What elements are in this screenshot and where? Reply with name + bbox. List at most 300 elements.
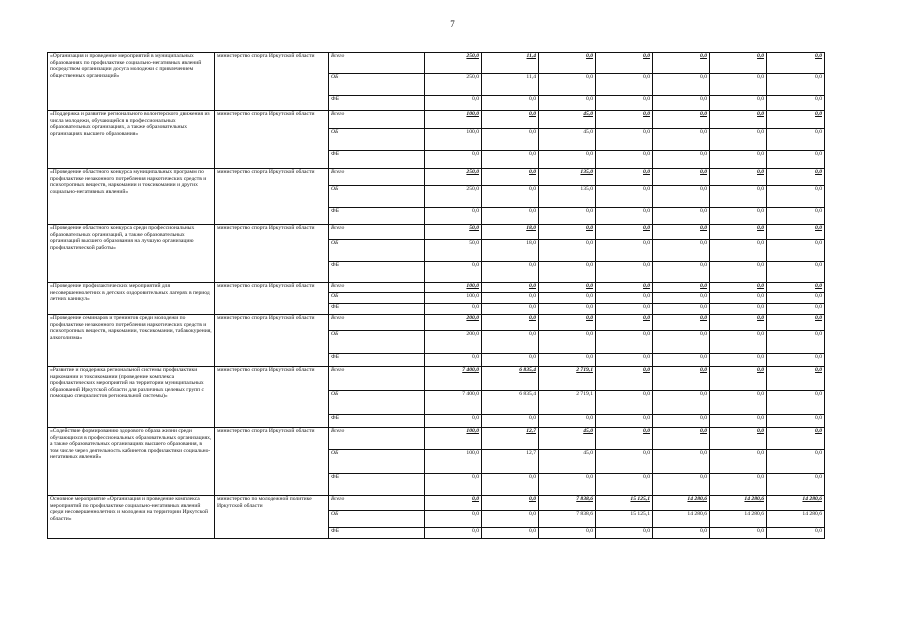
funding-cell [482,151,539,169]
funding-value: 0,0 [815,315,822,321]
funding-value: 0,0 [529,304,536,310]
funding-cell [653,428,710,450]
funding-value: 0,0 [529,169,536,175]
funding-value: 0,0 [529,528,536,534]
funding-value: 0,0 [700,293,707,299]
funding-cell [653,511,710,528]
funding-cell [596,262,653,283]
funding-cell [710,169,767,186]
funding-value: 0,0 [757,186,764,192]
funding-cell [482,283,539,293]
funding-cell [539,240,596,262]
funding-value: 0,0 [643,293,650,299]
funding-cell [653,96,710,111]
funding-cell [767,331,825,354]
funding-cell [767,304,825,315]
funding-cell [482,186,539,208]
funding-value: 14 280,6 [687,511,707,517]
funding-value: 0,0 [529,331,536,337]
funding-source-label: ОБ [329,511,425,528]
funding-value: 0,0 [757,450,764,456]
funding-source-label: ОБ [329,186,425,208]
funding-value: 0,0 [529,111,536,117]
funding-value: 0,0 [700,367,707,373]
funding-cell [425,511,482,528]
funding-cell [653,129,710,151]
funding-cell [425,450,482,474]
funding-cell [653,225,710,240]
funding-cell [482,496,539,511]
activity-executor: министерство спорта Иркутской области [215,315,329,367]
table-row [48,367,825,391]
funding-value: 0,0 [815,293,822,299]
funding-cell [767,240,825,262]
funding-value: 0,0 [529,293,536,299]
funding-cell [425,283,482,293]
funding-cell [596,129,653,151]
funding-cell [767,96,825,111]
funding-cell [482,367,539,391]
funding-value: 0,0 [586,315,593,321]
funding-value: 200,0 [466,315,479,321]
funding-value: 0,0 [815,169,822,175]
funding-value: 0,0 [815,225,822,231]
funding-cell [596,186,653,208]
funding-source-label: Всего [329,169,425,186]
funding-value: 0,0 [757,428,764,434]
funding-value: 0,0 [529,415,536,421]
funding-cell [539,391,596,415]
funding-cell [653,367,710,391]
funding-value: 0,0 [757,53,764,59]
funding-value: 0,0 [472,208,479,214]
funding-source-label: ФБ [329,262,425,283]
funding-source-label: ОБ [329,240,425,262]
funding-cell [653,331,710,354]
funding-cell [425,169,482,186]
funding-cell [710,415,767,428]
funding-value: 0,0 [643,354,650,360]
table-row [48,53,825,74]
table-row [48,315,825,331]
funding-cell [767,208,825,225]
funding-source-label: Всего [329,315,425,331]
funding-cell [482,262,539,283]
activity-executor: министерство спорта Иркутской области [215,367,329,428]
funding-value: 0,0 [643,129,650,135]
funding-cell [767,450,825,474]
funding-cell [596,111,653,129]
funding-cell [539,528,596,539]
funding-cell [596,304,653,315]
funding-value: 0,0 [757,262,764,268]
funding-cell [482,111,539,129]
funding-cell [767,528,825,539]
funding-value: 0,0 [586,96,593,102]
funding-value: 0,0 [757,304,764,310]
funding-cell [767,496,825,511]
funding-value: 0,0 [700,186,707,192]
funding-value: 0,0 [643,415,650,421]
funding-value: 0,0 [700,111,707,117]
funding-value: 0,0 [815,367,822,373]
funding-cell [710,428,767,450]
funding-cell [596,391,653,415]
funding-value: 0,0 [815,331,822,337]
funding-value: 0,0 [643,391,650,397]
funding-value: 0,0 [529,283,536,289]
funding-value: 0,0 [529,96,536,102]
funding-value: 0,0 [700,169,707,175]
funding-cell [767,111,825,129]
funding-cell [482,240,539,262]
funding-value: 0,0 [529,151,536,157]
funding-cell [653,240,710,262]
funding-cell [710,367,767,391]
funding-cell [596,151,653,169]
funding-cell [539,129,596,151]
funding-cell [425,528,482,539]
funding-cell [482,354,539,367]
funding-value: 100,0 [466,111,479,117]
funding-cell [539,354,596,367]
funding-cell [710,315,767,331]
funding-cell [539,304,596,315]
funding-source-label: ОБ [329,450,425,474]
funding-cell [767,225,825,240]
activity-executor: министерство спорта Иркутской области [215,169,329,225]
funding-value: 0,0 [643,240,650,246]
funding-value: 14 280,6 [744,496,764,502]
funding-cell [710,151,767,169]
funding-value: 0,0 [643,474,650,480]
funding-value: 0,0 [643,450,650,456]
funding-cell [710,96,767,111]
funding-cell [539,283,596,293]
funding-value: 0,0 [815,186,822,192]
funding-value: 0,0 [757,367,764,373]
funding-value: 0,0 [586,208,593,214]
funding-cell [539,169,596,186]
funding-cell [425,111,482,129]
funding-source-label: ФБ [329,354,425,367]
funding-cell [710,474,767,496]
table-row [48,225,825,240]
funding-value: 0,0 [757,129,764,135]
funding-cell [767,293,825,304]
funding-cell [653,151,710,169]
funding-value: 0,0 [700,151,707,157]
funding-cell [425,367,482,391]
funding-value: 0,0 [586,293,593,299]
funding-value: 50,0 [469,240,479,246]
funding-cell [596,528,653,539]
funding-cell [767,354,825,367]
funding-cell [425,186,482,208]
funding-cell [767,151,825,169]
funding-value: 0,0 [815,111,822,117]
funding-cell [539,511,596,528]
funding-cell [710,111,767,129]
funding-value: 100,0 [466,428,479,434]
funding-value: 0,0 [643,96,650,102]
funding-value: 45,0 [583,450,593,456]
table-row [48,111,825,129]
funding-cell [425,331,482,354]
funding-cell [653,186,710,208]
funding-value: 0,0 [586,262,593,268]
funding-cell [710,496,767,511]
funding-value: 0,0 [700,450,707,456]
funding-cell [710,354,767,367]
funding-cell [710,304,767,315]
funding-source-label: Всего [329,367,425,391]
funding-value: 0,0 [586,240,593,246]
funding-value: 14 280,6 [802,511,822,517]
funding-cell [482,315,539,331]
funding-source-label: ФБ [329,415,425,428]
funding-cell [767,169,825,186]
funding-cell [425,129,482,151]
funding-cell [596,74,653,96]
funding-value: 0,0 [472,528,479,534]
funding-value: 100,0 [466,283,479,289]
funding-value: 0,0 [529,208,536,214]
funding-cell [425,225,482,240]
funding-value: 0,0 [757,111,764,117]
funding-cell [596,240,653,262]
funding-value: 50,0 [469,225,479,231]
activity-name: «Содействие формированию здорового образа жизни среди обучающихся в профессиональных образовательных организациях, а также образовательных организациях высшего образования, в том числе через деятельность кабинетов профилактики социально-негативных явлений» [48,428,215,496]
funding-cell [539,151,596,169]
funding-cell [653,354,710,367]
funding-cell [653,304,710,315]
funding-cell [539,208,596,225]
funding-cell [482,511,539,528]
funding-value: 0,0 [700,428,707,434]
funding-cell [539,496,596,511]
funding-source-label: Всего [329,428,425,450]
funding-value: 250,0 [466,53,479,59]
funding-value: 6 835,4 [519,367,536,373]
funding-cell [653,315,710,331]
funding-source-label: ОБ [329,331,425,354]
funding-value: 0,0 [472,96,479,102]
funding-value: 0,0 [757,354,764,360]
funding-cell [596,283,653,293]
funding-cell [482,304,539,315]
funding-cell [482,225,539,240]
funding-value: 0,0 [700,262,707,268]
funding-cell [482,208,539,225]
funding-value: 0,0 [700,96,707,102]
funding-cell [653,415,710,428]
table-row [48,428,825,450]
funding-cell [710,74,767,96]
funding-value: 12,7 [526,450,536,456]
funding-value: 0,0 [815,304,822,310]
funding-cell [596,208,653,225]
funding-value: 0,0 [586,331,593,337]
funding-cell [653,169,710,186]
funding-value: 6 835,4 [519,391,536,397]
funding-source-label: ОБ [329,293,425,304]
funding-value: 0,0 [643,283,650,289]
funding-source-label: Всего [329,283,425,293]
funding-source-label: Всего [329,111,425,129]
funding-source-label: ОБ [329,391,425,415]
funding-value: 0,0 [472,304,479,310]
funding-value: 0,0 [815,53,822,59]
funding-value: 0,0 [700,315,707,321]
funding-value: 200,0 [466,331,479,337]
funding-cell [710,240,767,262]
funding-value: 0,0 [815,208,822,214]
funding-value: 100,0 [466,450,479,456]
funding-cell [539,450,596,474]
funding-value: 0,0 [586,53,593,59]
funding-cell [539,96,596,111]
funding-cell [710,391,767,415]
funding-cell [596,96,653,111]
funding-value: 0,0 [643,169,650,175]
funding-value: 0,0 [700,129,707,135]
funding-cell [710,186,767,208]
funding-cell [539,53,596,74]
funding-value: 100,0 [466,293,479,299]
funding-cell [425,151,482,169]
funding-cell [596,315,653,331]
funding-value: 0,0 [643,331,650,337]
funding-source-label: ФБ [329,96,425,111]
funding-cell [425,391,482,415]
funding-cell [425,474,482,496]
funding-value: 7 838,6 [576,496,593,502]
funding-value: 0,0 [529,474,536,480]
funding-cell [425,74,482,96]
funding-value: 0,0 [700,208,707,214]
funding-value: 0,0 [815,129,822,135]
funding-value: 0,0 [815,528,822,534]
funding-cell [653,391,710,415]
funding-value: 0,0 [700,240,707,246]
activity-name: «Развитие и поддержка региональной системы профилактики наркомании и токсикомании (проведение комплекса профилактических мероприятий на территории муниципальных образований Иркутской области для различных целевых групп с помощью специалистов региональной системы)» [48,367,215,428]
activity-name: «Проведение областного конкурса муниципальных программ по профилактике незаконного потребления наркотических средств и психотропных веществ, наркомании и токсикомании и других социально-негативных явлений» [48,169,215,225]
funding-value: 0,0 [815,474,822,480]
funding-value: 0,0 [815,74,822,80]
funding-value: 0,0 [757,240,764,246]
funding-cell [425,315,482,331]
funding-value: 0,0 [643,367,650,373]
funding-value: 0,0 [815,262,822,268]
funding-cell [482,129,539,151]
funding-cell [482,53,539,74]
funding-cell [596,331,653,354]
funding-value: 0,0 [472,496,479,502]
funding-value: 0,0 [757,283,764,289]
funding-cell [653,111,710,129]
funding-value: 0,0 [643,186,650,192]
funding-value: 0,0 [815,415,822,421]
funding-value: 0,0 [586,283,593,289]
funding-value: 135,0 [580,169,593,175]
funding-cell [539,225,596,240]
funding-cell [767,474,825,496]
funding-cell [653,74,710,96]
funding-value: 0,0 [643,225,650,231]
funding-cell [767,315,825,331]
funding-value: 0,0 [757,293,764,299]
funding-source-label: Всего [329,53,425,74]
funding-value: 7 400,0 [462,391,479,397]
funding-cell [596,225,653,240]
funding-source-label: ФБ [329,474,425,496]
funding-value: 0,0 [757,151,764,157]
funding-value: 15 125,1 [630,496,650,502]
funding-value: 0,0 [643,304,650,310]
funding-cell [710,225,767,240]
funding-value: 135,0 [580,186,593,192]
funding-cell [653,262,710,283]
funding-value: 0,0 [586,225,593,231]
funding-value: 0,0 [643,528,650,534]
funding-value: 0,0 [643,53,650,59]
funding-cell [539,111,596,129]
funding-cell [767,74,825,96]
funding-value: 0,0 [586,354,593,360]
funding-value: 0,0 [757,225,764,231]
funding-cell [653,53,710,74]
funding-cell [767,186,825,208]
funding-cell [653,293,710,304]
funding-value: 11,4 [526,74,536,80]
funding-cell [482,74,539,96]
funding-cell [425,53,482,74]
activity-executor: министерство спорта Иркутской области [215,283,329,315]
funding-value: 0,0 [757,331,764,337]
funding-cell [710,262,767,283]
funding-value: 0,0 [757,391,764,397]
funding-value: 12,7 [526,428,536,434]
funding-value: 0,0 [815,96,822,102]
funding-value: 0,0 [815,391,822,397]
funding-cell [710,450,767,474]
funding-value: 0,0 [529,186,536,192]
funding-value: 45,0 [583,129,593,135]
funding-value: 0,0 [815,354,822,360]
funding-value: 250,0 [466,74,479,80]
funding-cell [653,528,710,539]
funding-cell [653,496,710,511]
funding-value: 0,0 [700,331,707,337]
funding-value: 0,0 [529,511,536,517]
funding-cell [425,96,482,111]
funding-cell [482,450,539,474]
funding-cell [425,415,482,428]
funding-cell [596,293,653,304]
funding-cell [596,450,653,474]
funding-value: 2 719,1 [576,367,593,373]
funding-cell [425,208,482,225]
funding-cell [596,511,653,528]
funding-cell [482,96,539,111]
activity-name: «Проведение профилактических мероприятий для несовершеннолетних в детских оздоровительных лагерях в период летних каникул» [48,283,215,315]
activity-name: «Проведение семинаров и тренингов среди молодежи по профилактике незаконного потребления наркотических средств и психотропных веществ, наркомании, токсикомании, табакокурения, алкоголизма» [48,315,215,367]
funding-value: 0,0 [586,151,593,157]
funding-value: 100,0 [466,129,479,135]
funding-value: 0,0 [700,225,707,231]
funding-cell [767,415,825,428]
